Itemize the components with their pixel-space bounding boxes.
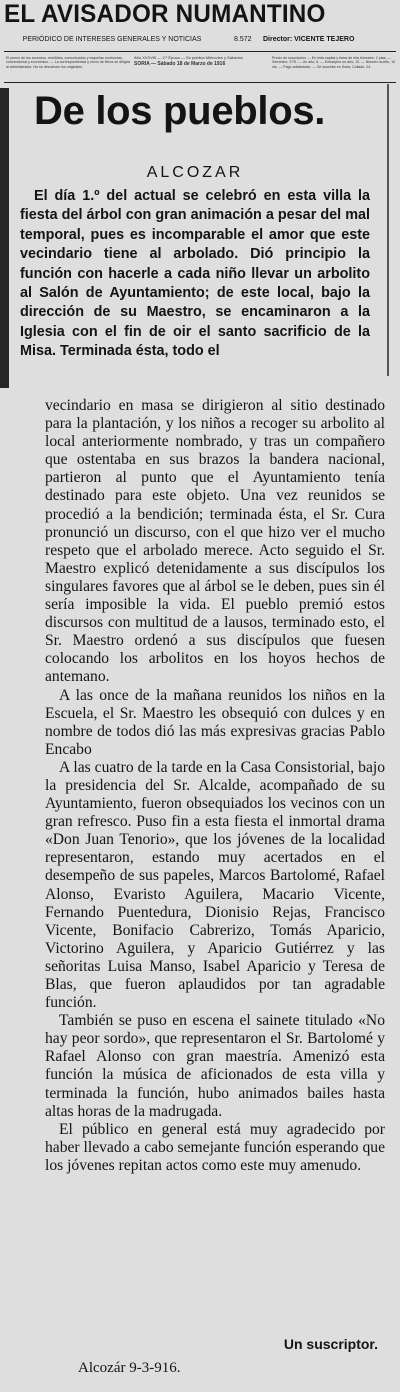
issue-info bbox=[134, 55, 266, 67]
place-date-line: SORIA — Sábado 18 de Marzo de 1916 bbox=[134, 61, 226, 67]
article-lead-column bbox=[20, 187, 370, 362]
newspaper-slogan: PERIÓDICO DE INTERESES GENERALES Y NOTICIAS bbox=[22, 36, 202, 43]
lead-paragraph: El día 1.º del actual se celebró en esta villa la fiesta del árbol con gran animación a pesar del mal temporal, pues es incomparable el amor que este vecindario tiene al arbolado. Dió principio la función con hacerle a cada niño llevar un arbolito al Salón de Ayuntamiento; de este local, bajo la dirección de su Maestro, se encaminaron a la Iglesia con el fin de oir el santo sacrificio de la Misa. Terminada ésta, todo el bbox=[20, 188, 370, 360]
article-paragraph: También se puso en escena el sainete titulado «No hay peor sordo», que representaron el Sr. Bartolomé y Rafael Alonso con gran maestría. Amenizó esta función la música de aficionados de esta villa y terminada la función, hubo animados bailes hasta altas horas de la madrugada. bbox=[45, 1012, 385, 1120]
article-dateline: Alcozár 9-3-916. bbox=[78, 1360, 181, 1376]
article-paragraph: El público en general está muy agradecido por haber llevado a cabo semejante función esperando que los jóvenes repitan actos como este muy amenudo. bbox=[45, 1120, 385, 1174]
newspaper-title: EL AVISADOR NUMANTINO bbox=[4, 0, 326, 28]
issue-line: Año XXXVIII — 2.º Época — Se publica Miércoles y Sábados bbox=[134, 55, 243, 60]
article-paragraph: A las cuatro de la tarde en la Casa Consistorial, bajo la presidencia del Sr. Alcalde, acompañado de su Ayuntamiento, fueron obsequiados los vecinos con un gran refresco. Puso fin a esta fiesta el inmortal drama «Don Juan Tenorio», que los jóvenes de la localidad representaron, estando muy acertados en el desempeño de sus papeles, Marcos Bartolomé, Rafael Alonso, Evaristo Aguilera, Macario Vicente, Fernando Puentedura, Dionisio Rejas, Francisco Vicente, Bonifacio Cabrerizo, Tomás Aparicio, Victorino Aguilera, y Aparicio Gutiérrez y las señoritas Luisa Manso, Isabel Aparicio y Teresa de Blas, que fueron aplaudidos por tan agradable función. bbox=[45, 758, 385, 1012]
article-signature: Un suscriptor. bbox=[283, 1336, 378, 1352]
advertising-notice: El precio de los anuncios, remitidos, comunicados y esquelas mortuorias, convencional y económico. — La correspondencia y envío de libros se dirigirá al administrador. No se devuelven los originales. bbox=[6, 56, 131, 69]
article-frame-left bbox=[0, 88, 9, 388]
director-line: Director: VICENTE TEJERO bbox=[263, 36, 355, 43]
article-frame-right bbox=[387, 84, 389, 376]
masthead-rule-top bbox=[4, 51, 396, 52]
masthead-rule-bottom bbox=[4, 82, 396, 83]
section-heading: De los pueblos. bbox=[34, 89, 326, 133]
article-body-column bbox=[45, 397, 385, 1175]
article-paragraph: A las once de la mañana reunidos los niños en la Escuela, el Sr. Maestro les obsequió con dulces y en nombre de todos dió las más expresivas gracias Pablo Encabo bbox=[45, 686, 385, 758]
subscription-notice: Precio de suscripción — En esta capital y fuera de ella trimestre, 2 ptas. — Semestre, 3'75. — Un año, 6. — Extranjero un año, 10. — Número suelto, 10 cts. — Pago adelantado. — Se suscribe en Soria, Collado, 24. bbox=[272, 56, 396, 69]
town-heading: ALCOZAR bbox=[146, 164, 244, 181]
issue-number: 8.572 bbox=[234, 36, 252, 43]
article-paragraph: vecindario en masa se dirigieron al sitio destinado para la plantación, y los niños a recoger su arbolito al local anteriormente nombrado, y tras un compañero que ostentaba en sus brazos la bandera nacional, partieron al punto que el Ayuntamiento tenía destinado para este objeto. Una vez reunidos se procedió a la bendición; terminada ésta, el Sr. Cura pronunció un discurso, con el que hizo ver el mucho respeto que el arbolado merece. Acto seguido el Sr. Maestro explicó detenidamente a sus discípulos los singulares favores que al árbol se le deben, pues sin él sería imposible la vida. El pueblo premió estos discursos con multitud de a lausos, terminado esto, el Sr. Maestro ordenó a sus discípulos que fuesen colocando los arbolitos en los hoyos hechos de antemano. bbox=[45, 397, 385, 686]
